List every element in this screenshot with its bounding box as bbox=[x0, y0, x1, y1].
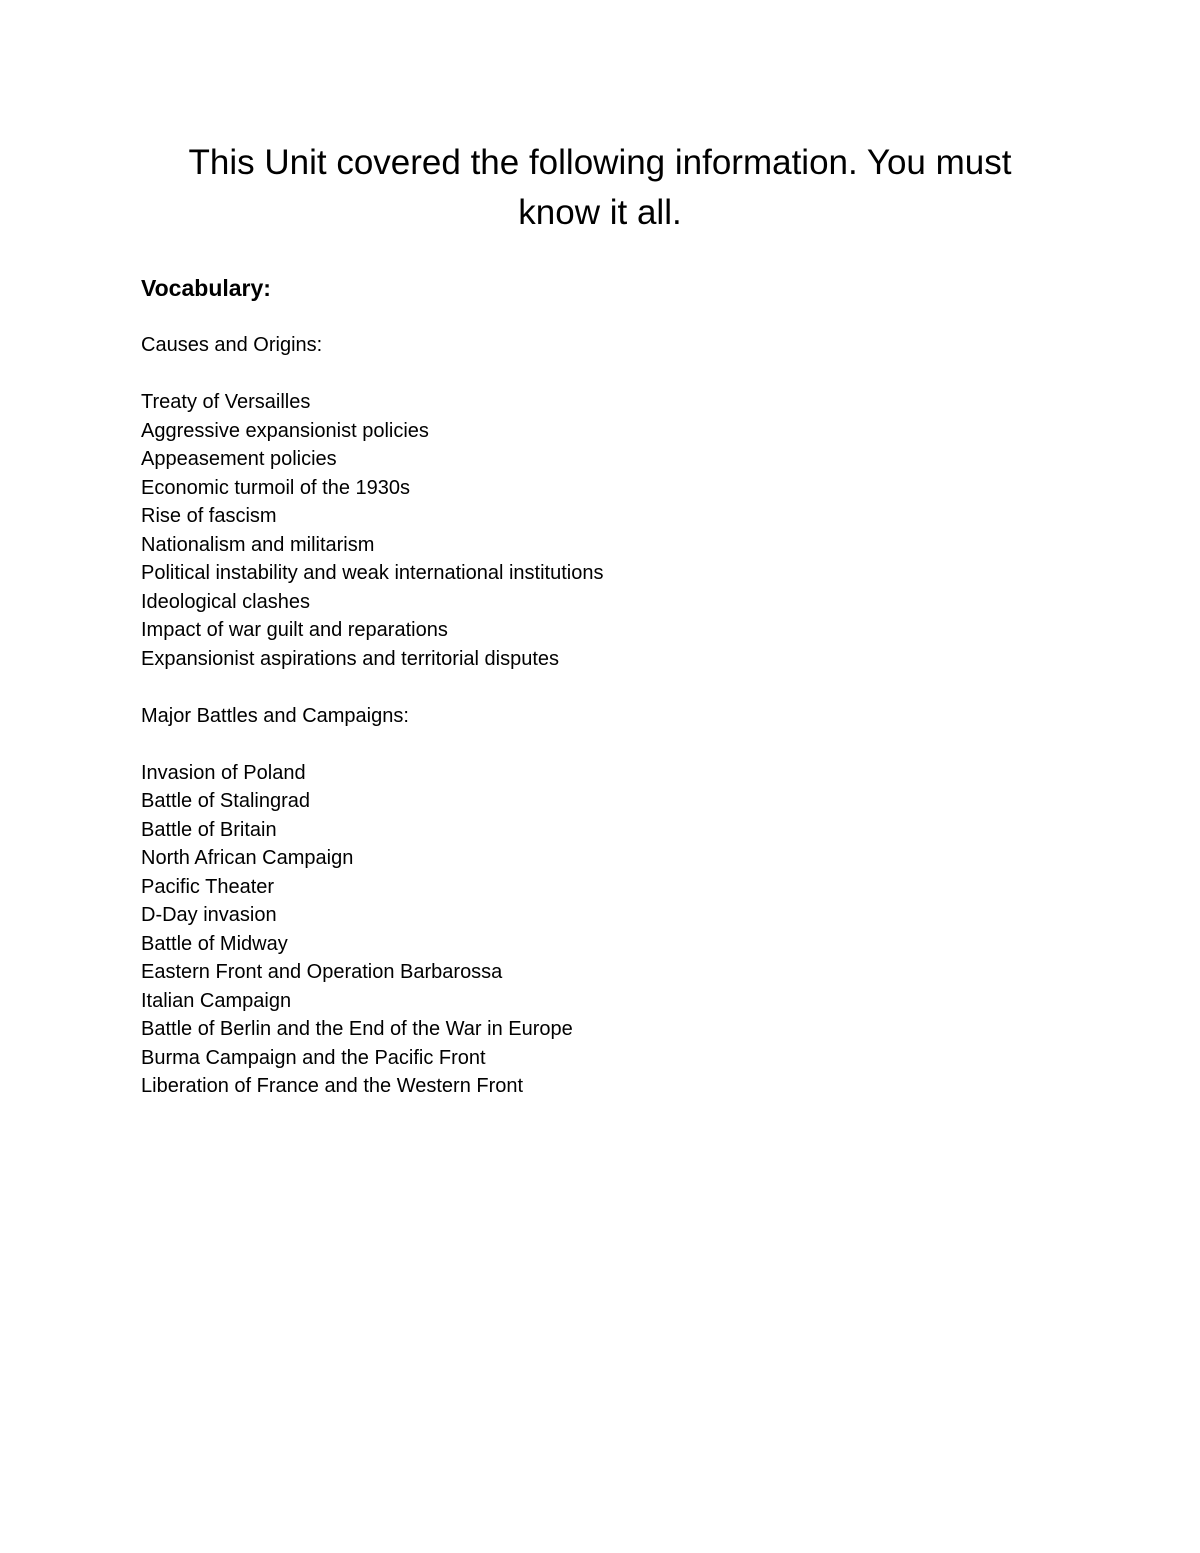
list-item: Liberation of France and the Western Front bbox=[141, 1075, 524, 1097]
list-item: Political instability and weak international institutions bbox=[141, 562, 604, 584]
section-label-causes: Causes and Origins: bbox=[141, 334, 323, 356]
list-item: Rise of fascism bbox=[141, 505, 277, 527]
list-item: North African Campaign bbox=[141, 847, 354, 869]
list-item: Nationalism and militarism bbox=[141, 533, 375, 556]
vocabulary-heading: Vocabulary: bbox=[141, 275, 271, 301]
battles-list bbox=[141, 759, 1041, 1101]
section-label-battles: Major Battles and Campaigns: bbox=[141, 704, 409, 727]
list-item: Invasion of Poland bbox=[141, 761, 306, 784]
document-body bbox=[141, 272, 1041, 1129]
list-item: Aggressive expansionist policies bbox=[141, 419, 429, 442]
list-item: D-Day invasion bbox=[141, 904, 277, 926]
causes-list bbox=[141, 388, 1041, 673]
list-item: Italian Campaign bbox=[141, 989, 292, 1012]
list-item: Battle of Berlin and the End of the War in Europe bbox=[141, 1018, 573, 1040]
list-item: Economic turmoil of the 1930s bbox=[141, 476, 411, 499]
list-item: Ideological clashes bbox=[141, 590, 310, 613]
list-item: Battle of Britain bbox=[141, 818, 277, 841]
list-item: Battle of Midway bbox=[141, 932, 288, 955]
list-item: Treaty of Versailles bbox=[141, 391, 311, 413]
list-item: Expansionist aspirations and territorial disputes bbox=[141, 647, 559, 670]
list-item: Appeasement policies bbox=[141, 448, 337, 470]
list-item: Eastern Front and Operation Barbarossa bbox=[141, 961, 503, 983]
page-title: This Unit covered the following information. You must know it all. bbox=[188, 143, 1012, 232]
list-item: Impact of war guilt and reparations bbox=[141, 619, 448, 641]
list-item: Pacific Theater bbox=[141, 875, 275, 898]
list-item: Burma Campaign and the Pacific Front bbox=[141, 1046, 486, 1069]
list-item: Battle of Stalingrad bbox=[141, 790, 310, 812]
